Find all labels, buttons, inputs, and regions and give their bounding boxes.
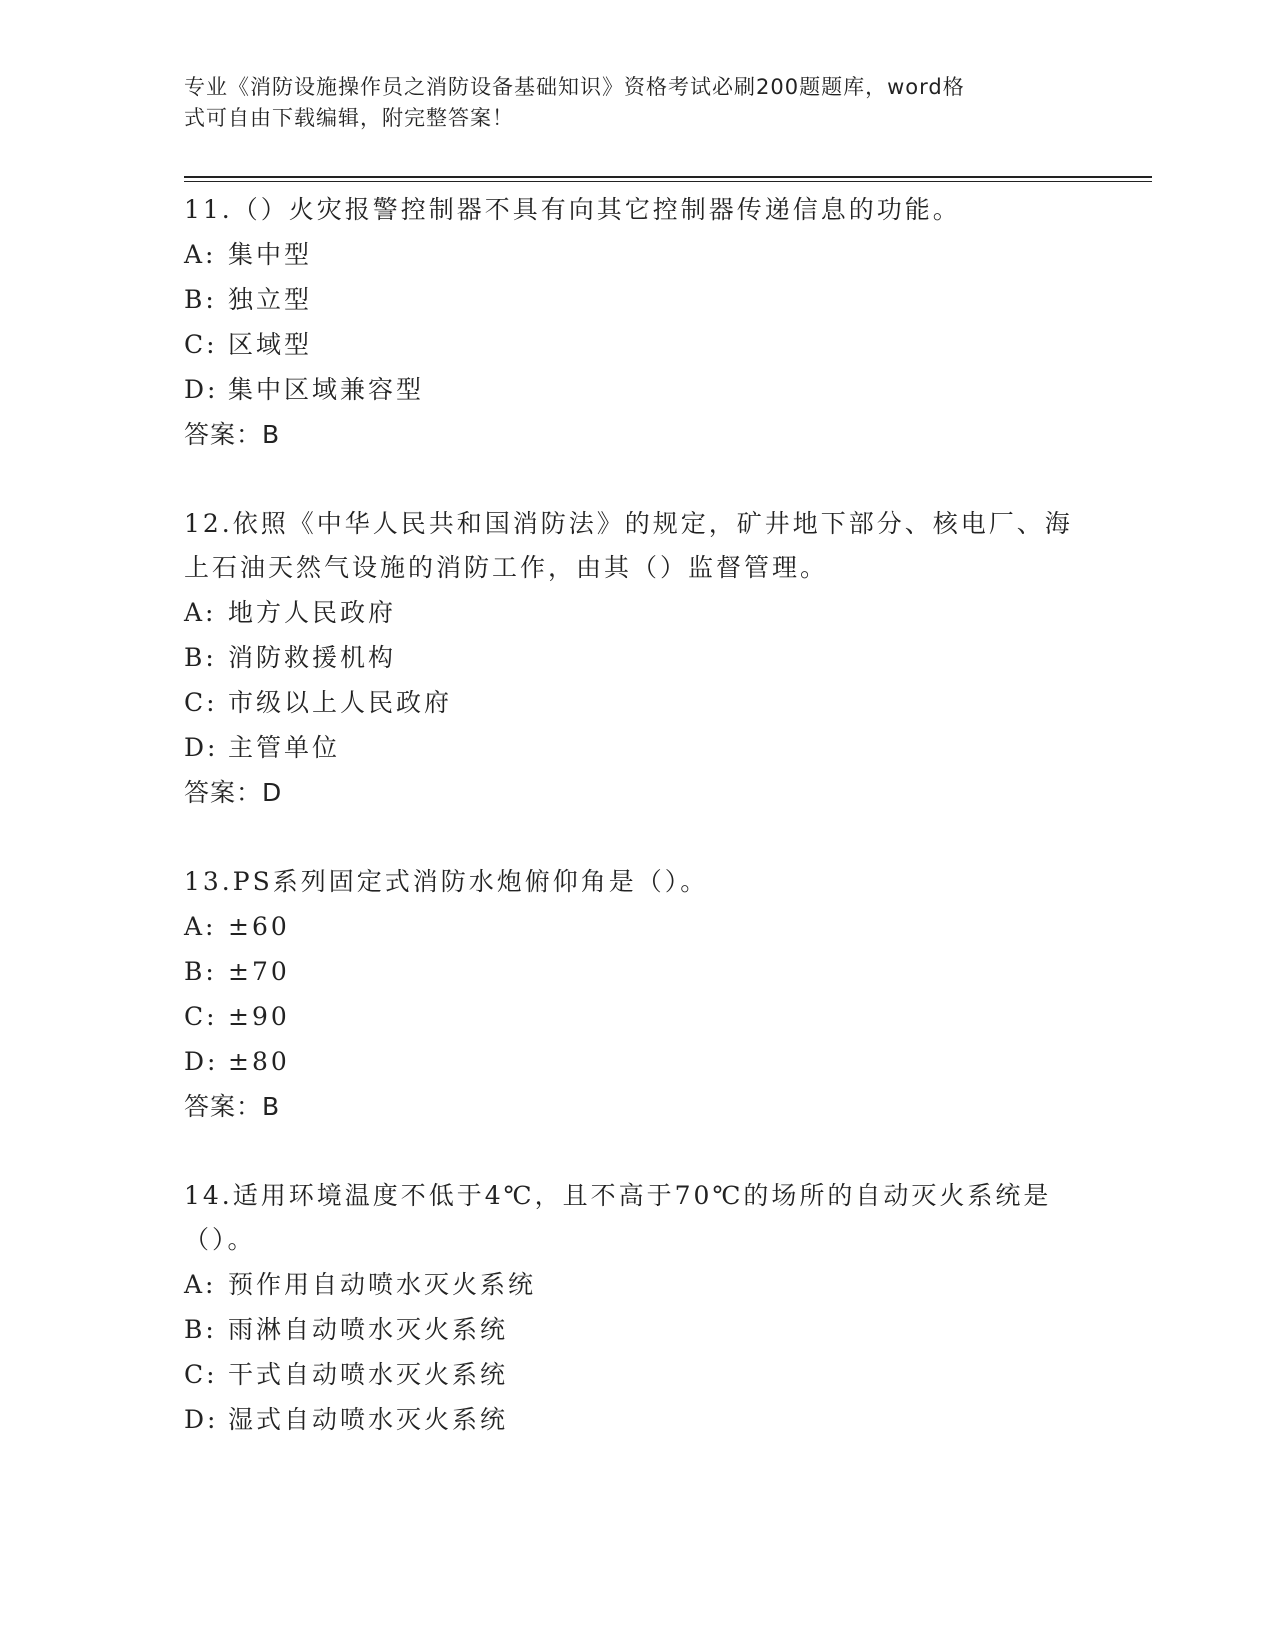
option-d: [184, 1039, 1084, 1084]
option-text: 消防救援机构: [228, 643, 397, 672]
option-a: [184, 232, 1084, 277]
option-d: [184, 367, 1084, 412]
option-text: 地方人民政府: [228, 598, 397, 627]
question-text: 14.适用环境温度不低于4℃，且不高于70℃的场所的自动灭火系统是（）。: [184, 1181, 1052, 1254]
option-letter: A:: [184, 598, 217, 627]
header-divider: [184, 176, 1152, 178]
option-letter: D:: [184, 1047, 219, 1076]
option-letter: B:: [184, 285, 217, 314]
option-letter: A:: [184, 240, 217, 269]
option-text: 市级以上人民政府: [228, 688, 453, 717]
question-11: [184, 188, 1084, 457]
option-letter: C:: [184, 688, 218, 717]
option-text: ±90: [228, 1002, 290, 1031]
option-c: [184, 1352, 1084, 1397]
option-b: [184, 1307, 1084, 1352]
option-text: 预作用自动喷水灭火系统: [228, 1270, 537, 1299]
question-12: [184, 502, 1084, 815]
option-d: [184, 725, 1084, 770]
option-letter: D:: [184, 1405, 219, 1434]
question-text: 11.（）火灾报警控制器不具有向其它控制器传递信息的功能。: [184, 195, 961, 224]
option-letter: B:: [184, 643, 217, 672]
option-letter: D:: [184, 375, 219, 404]
option-text: ±80: [228, 1047, 290, 1076]
spacer: [184, 1129, 1084, 1174]
document-header: [184, 72, 1064, 134]
answer: 答案：D: [184, 778, 283, 807]
option-c: [184, 322, 1084, 367]
answer: 答案：B: [184, 1092, 281, 1121]
option-letter: C:: [184, 1002, 218, 1031]
option-text: 集中区域兼容型: [228, 375, 425, 404]
option-text: ±70: [228, 957, 290, 986]
option-text: 集中型: [228, 240, 313, 269]
option-letter: A:: [184, 1270, 217, 1299]
option-c: [184, 680, 1084, 725]
header-line-1: 专业《消防设施操作员之消防设备基础知识》资格考试必刷200题题库，word格: [184, 75, 965, 99]
option-b: [184, 949, 1084, 994]
option-letter: C:: [184, 330, 218, 359]
header-line-2: 式可自由下载编辑，附完整答案！: [184, 106, 514, 130]
question-14: [184, 1174, 1084, 1442]
question-text: 12.依照《中华人民共和国消防法》的规定，矿井地下部分、核电厂、海上石油天然气设施的消防工作，由其（）监督管理。: [184, 509, 1073, 582]
question-list: [184, 188, 1084, 1442]
option-text: 区域型: [228, 330, 313, 359]
option-a: [184, 590, 1084, 635]
option-text: 湿式自动喷水灭火系统: [228, 1405, 509, 1434]
option-letter: C:: [184, 1360, 218, 1389]
option-text: ±60: [228, 912, 290, 941]
question-13: [184, 860, 1084, 1129]
option-letter: D:: [184, 733, 219, 762]
answer: 答案：B: [184, 420, 281, 449]
question-text: 13.PS系列固定式消防水炮俯仰角是（）。: [184, 867, 709, 896]
option-d: [184, 1397, 1084, 1442]
option-text: 主管单位: [228, 733, 341, 762]
option-b: [184, 635, 1084, 680]
spacer: [184, 815, 1084, 860]
option-text: 干式自动喷水灭火系统: [228, 1360, 509, 1389]
option-letter: B:: [184, 1315, 217, 1344]
option-c: [184, 994, 1084, 1039]
option-b: [184, 277, 1084, 322]
option-letter: B:: [184, 957, 217, 986]
option-text: 雨淋自动喷水灭火系统: [228, 1315, 509, 1344]
option-a: [184, 904, 1084, 949]
option-letter: A:: [184, 912, 217, 941]
spacer: [184, 457, 1084, 502]
option-a: [184, 1262, 1084, 1307]
option-text: 独立型: [228, 285, 313, 314]
header-divider-thin: [184, 181, 1152, 182]
